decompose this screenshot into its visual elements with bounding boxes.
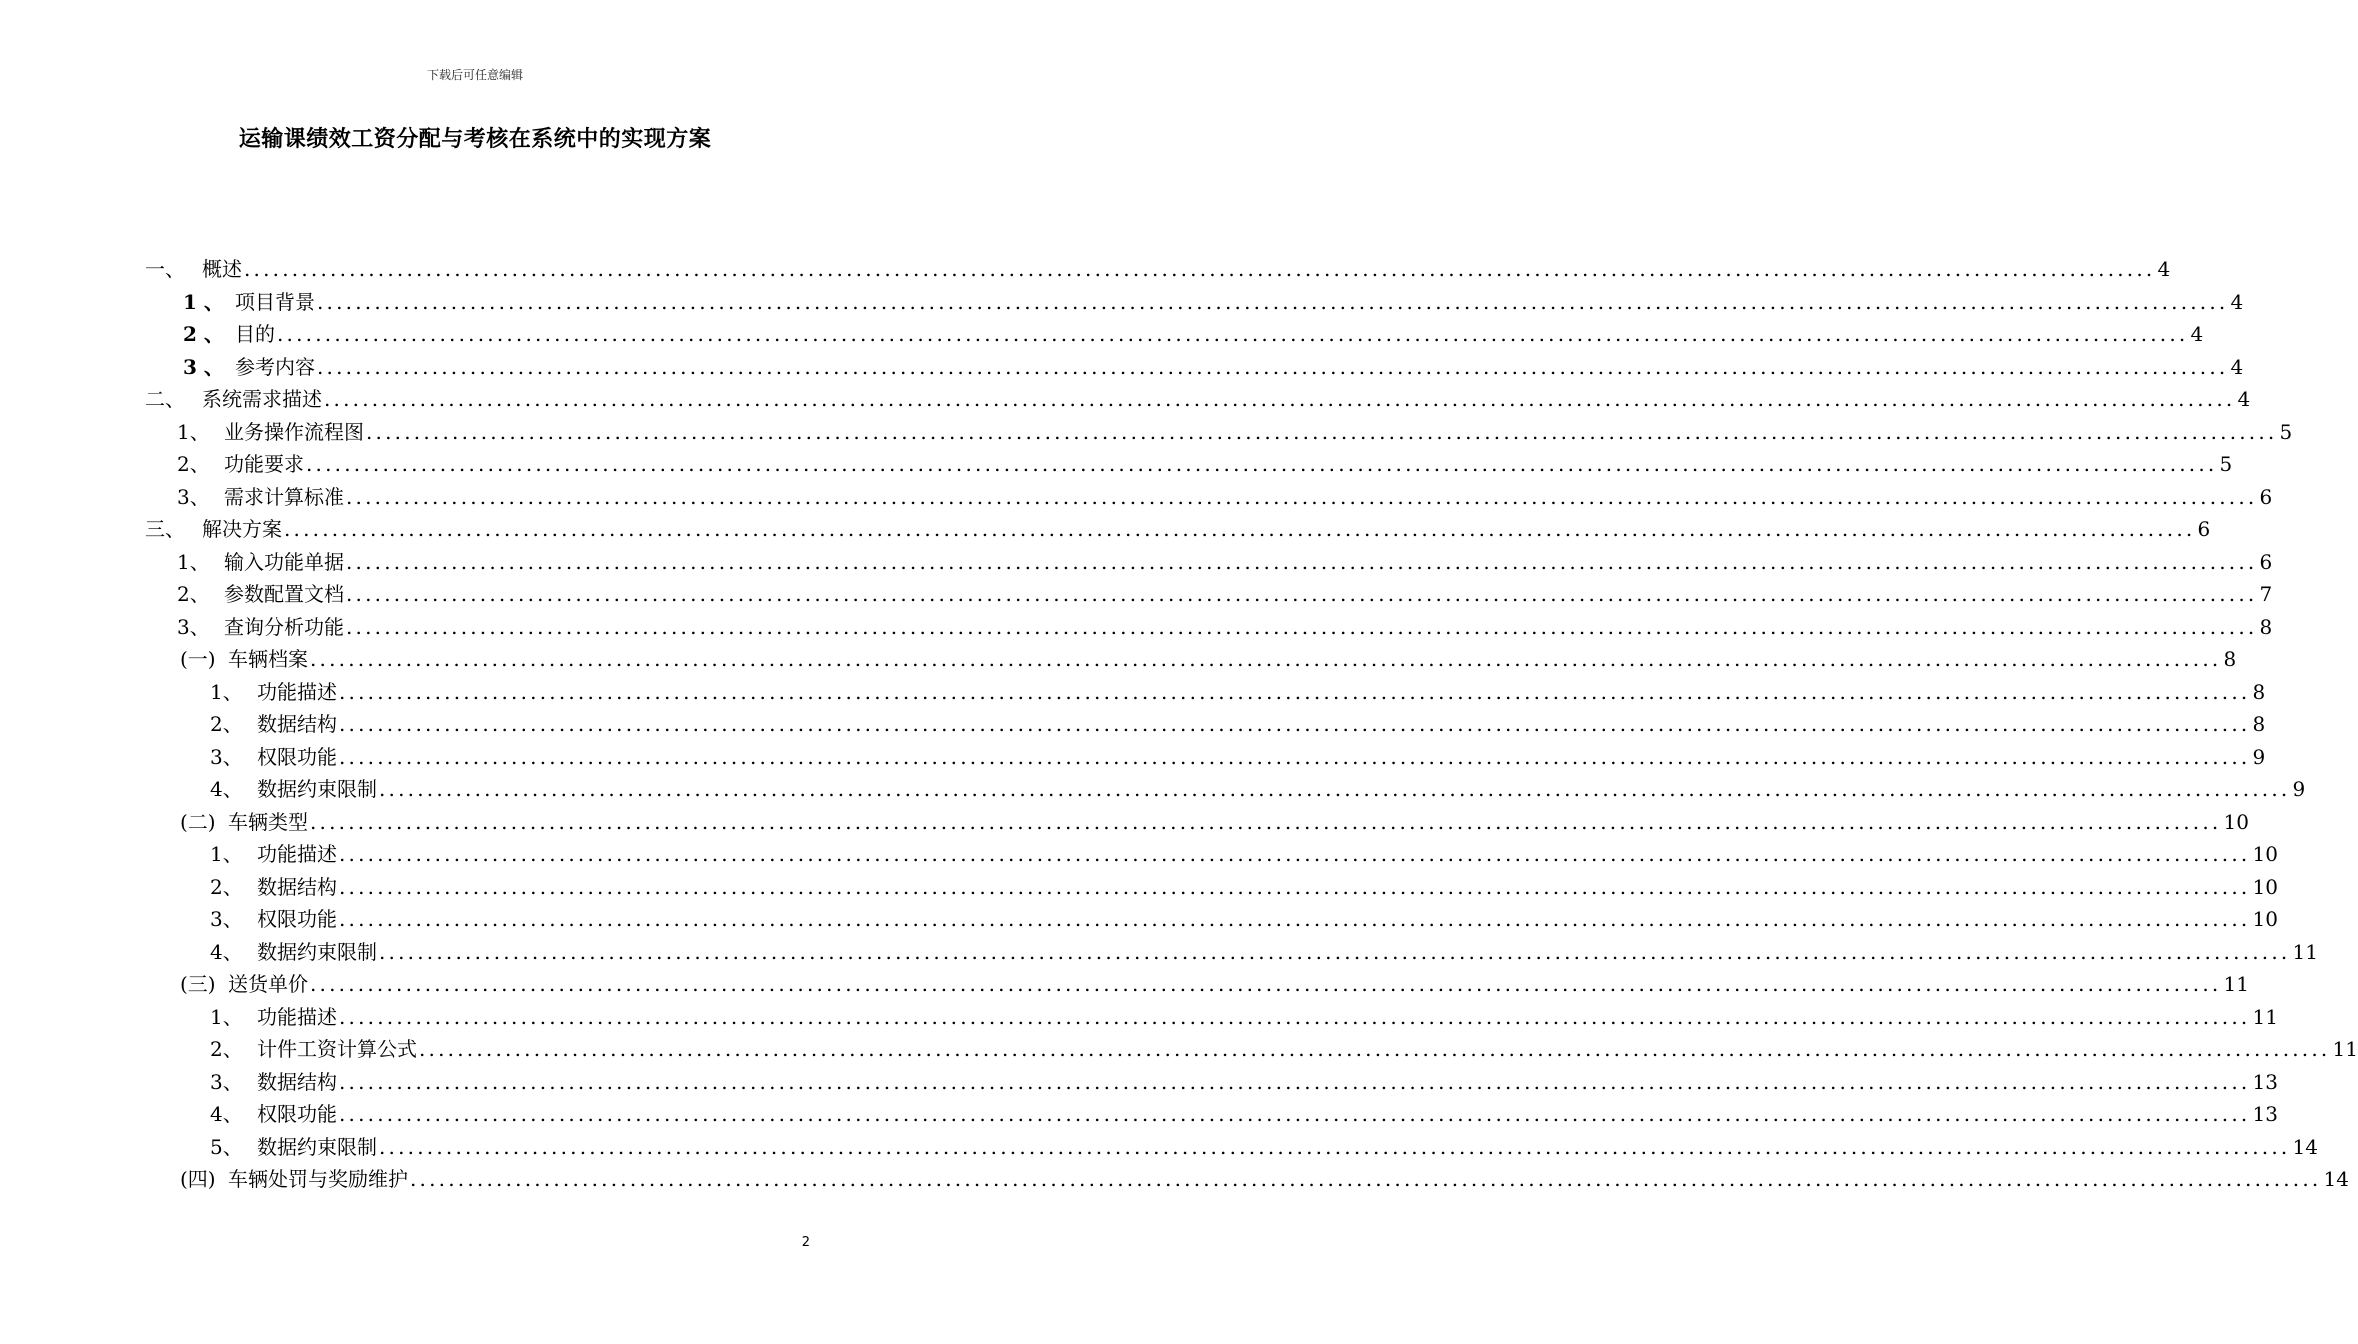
toc-leader-dots: ........................................................................................................................................................................................................ [346,582,2258,606]
toc-entry-number: (一) [180,647,216,671]
toc-entry[interactable] [210,676,2266,708]
toc-leader-dots: ........................................................................................................................................................................................................ [339,874,2251,899]
toc-entry[interactable] [210,1001,2278,1033]
toc-entry-number: 2、 [177,452,210,476]
toc-entry[interactable] [145,513,2211,545]
toc-entry-page: 4 [2190,322,2204,346]
toc-entry-title: 需求计算标准 [224,484,344,509]
toc-entry[interactable] [145,253,2171,285]
toc-entry-page: 10 [2223,809,2249,834]
toc-leader-dots: ........................................................................................................................................................................................................ [310,647,2222,671]
toc-entry-title: 功能描述 [257,679,337,704]
toc-entry[interactable] [180,643,2237,675]
toc-entry[interactable] [180,1163,2349,1195]
toc-entry-page: 6 [2197,517,2211,541]
toc-entry-number: 3、 [177,484,210,509]
toc-entry-title: 功能描述 [257,842,337,866]
toc-entry[interactable] [177,448,2233,480]
toc-entry[interactable] [210,838,2278,870]
toc-leader-dots: ........................................................................................................................................................................................................ [339,1004,2251,1029]
toc-leader-dots: ........................................................................................................................................................................................................ [339,842,2251,866]
toc-entry-number: 1、 [177,419,210,444]
toc-entry-page: 11 [2292,939,2318,964]
toc-entry-page: 4 [2230,354,2244,379]
toc-entry-title: 车辆类型 [228,809,308,834]
toc-entry-page: 5 [2279,419,2293,444]
toc-leader-dots: ........................................................................................................................................................................................................ [339,1102,2251,1126]
toc-entry[interactable] [210,1066,2278,1098]
toc-entry[interactable] [177,416,2293,448]
toc-leader-dots: ........................................................................................................................................................................................................ [346,614,2258,639]
toc-entry-page: 8 [2223,647,2237,671]
toc-entry[interactable] [177,481,2273,513]
toc-entry[interactable] [210,871,2278,903]
toc-entry-title: 车辆处罚与奖励维护 [228,1167,408,1191]
toc-leader-dots: ........................................................................................................................................................................................................ [379,939,2291,964]
toc-entry-title: 数据结构 [257,1069,337,1094]
toc-entry-number: 3 、 [183,354,224,379]
toc-leader-dots: ........................................................................................................................................................................................................ [339,712,2251,736]
toc-entry-title: 数据约束限制 [257,939,377,964]
toc-leader-dots: ........................................................................................................................................................................................................ [339,744,2251,769]
toc-leader-dots: ........................................................................................................................................................................................................ [339,907,2251,931]
toc-entry-number: 1、 [210,679,243,704]
page-number: 2 [801,1235,810,1250]
toc-entry-number: 2、 [210,712,243,736]
toc-entry[interactable] [177,611,2273,643]
toc-leader-dots: ........................................................................................................................................................................................................ [339,1069,2251,1094]
toc-entry-title: 项目背景 [235,289,315,314]
toc-entry[interactable] [183,286,2244,318]
toc-leader-dots: ........................................................................................................................................................................................................ [284,517,2196,541]
toc-entry-title: 权限功能 [257,744,337,769]
toc-entry-page: 14 [2292,1134,2318,1159]
toc-leader-dots: ........................................................................................................................................................................................................ [317,354,2229,379]
toc-entry-page: 11 [2223,972,2249,996]
toc-entry-page: 4 [2237,387,2251,411]
toc-leader-dots: ........................................................................................................................................................................................................ [379,1134,2291,1159]
toc-entry-number: 3、 [177,614,210,639]
toc-entry-title: 权限功能 [257,907,337,931]
toc-entry-page: 10 [2252,874,2278,899]
toc-entry[interactable] [177,578,2273,610]
toc-entry[interactable] [210,1098,2278,1130]
toc-entry-number: (三) [180,972,216,996]
toc-entry-page: 9 [2252,744,2266,769]
toc-entry-page: 7 [2259,582,2273,606]
toc-entry-page: 10 [2252,907,2278,931]
toc-entry-title: 送货单价 [228,972,308,996]
toc-entry-title: 数据结构 [257,874,337,899]
toc-leader-dots: ........................................................................................................................................................................................................ [277,322,2189,346]
toc-entry[interactable] [180,968,2249,1000]
toc-entry-title: 输入功能单据 [224,549,344,574]
toc-entry[interactable] [210,773,2306,805]
toc-entry[interactable] [210,936,2318,968]
toc-leader-dots: ........................................................................................................................................................................................................ [346,549,2258,574]
toc-entry-number: 1、 [210,842,243,866]
toc-entry[interactable] [177,546,2273,578]
toc-entry-page: 4 [2157,257,2171,281]
toc-entry-page: 11 [2252,1004,2278,1029]
toc-entry-number: 4、 [210,777,243,801]
toc-entry-number: 二、 [145,387,185,411]
toc-entry[interactable] [210,708,2266,740]
toc-entry-number: (四) [180,1167,216,1191]
toc-entry[interactable] [210,1131,2318,1163]
toc-leader-dots: ........................................................................................................................................................................................................ [379,777,2291,801]
toc-leader-dots: ........................................................................................................................................................................................................ [324,387,2236,411]
toc-leader-dots: ........................................................................................................................................................................................................ [419,1037,2331,1061]
toc-entry-number: 2、 [177,582,210,606]
toc-entry-page: 11 [2332,1037,2358,1061]
toc-entry-number: 4、 [210,939,243,964]
toc-entry-page: 4 [2230,289,2244,314]
toc-entry[interactable] [145,383,2251,415]
toc-leader-dots: ........................................................................................................................................................................................................ [366,419,2278,444]
toc-entry-title: 目的 [235,322,275,346]
toc-entry[interactable] [210,1033,2358,1065]
toc-entry[interactable] [210,741,2266,773]
toc-entry-number: (二) [180,809,216,834]
toc-entry[interactable] [180,806,2249,838]
toc-leader-dots: ........................................................................................................................................................................................................ [339,679,2251,704]
header-note: 下载后可任意编辑 [426,68,523,82]
toc-entry-number: 3、 [210,744,243,769]
toc-leader-dots: ........................................................................................................................................................................................................ [317,289,2229,314]
toc-entry-number: 4、 [210,1102,243,1126]
toc-entry-title: 数据约束限制 [257,1134,377,1159]
toc-entry-title: 查询分析功能 [224,614,344,639]
toc-entry[interactable] [183,351,2244,383]
toc-entry-title: 系统需求描述 [202,387,322,411]
toc-entry-title: 数据结构 [257,712,337,736]
toc-entry-number: 三、 [145,517,185,541]
toc-leader-dots: ........................................................................................................................................................................................................ [306,452,2218,476]
toc-entry-title: 功能要求 [224,452,304,476]
toc-entry-title: 权限功能 [257,1102,337,1126]
toc-entry-page: 8 [2259,614,2273,639]
toc-entry-number: 2 、 [183,322,224,346]
toc-entry-page: 6 [2259,484,2273,509]
toc-entry-number: 1、 [210,1004,243,1029]
toc-leader-dots: ........................................................................................................................................................................................................ [310,809,2222,834]
toc-leader-dots: ........................................................................................................................................................................................................ [346,484,2258,509]
toc-entry-title: 车辆档案 [228,647,308,671]
toc-entry-title: 数据约束限制 [257,777,377,801]
toc-entry-page: 9 [2292,777,2306,801]
toc-entry-number: 一、 [145,257,185,281]
toc-entry-title: 业务操作流程图 [224,419,364,444]
toc-entry-number: 1、 [177,549,210,574]
toc-entry-number: 2、 [210,1037,243,1061]
toc-entry-title: 参数配置文档 [224,582,344,606]
toc-entry-page: 13 [2252,1069,2278,1094]
document-title: 运输课绩效工资分配与考核在系统中的实现方案 [238,127,712,152]
toc-leader-dots: ........................................................................................................................................................................................................ [244,257,2156,281]
toc-entry-title: 解决方案 [202,517,282,541]
toc-entry-title: 参考内容 [235,354,315,379]
toc-entry-number: 3、 [210,907,243,931]
toc-entry-number: 2、 [210,874,243,899]
toc-leader-dots: ........................................................................................................................................................................................................ [310,972,2222,996]
toc-entry-title: 功能描述 [257,1004,337,1029]
toc-entry-page: 8 [2252,712,2266,736]
toc-entry-page: 13 [2252,1102,2278,1126]
toc-entry[interactable] [210,903,2278,935]
toc-entry-page: 5 [2219,452,2233,476]
toc-entry-title: 计件工资计算公式 [257,1037,417,1061]
toc-entry-page: 14 [2323,1167,2349,1191]
toc-leader-dots: ........................................................................................................................................................................................................ [410,1167,2322,1191]
toc-entry-number: 1 、 [183,289,224,314]
toc-entry-number: 5、 [210,1134,243,1159]
toc-entry-title: 概述 [202,257,242,281]
toc-entry-page: 10 [2252,842,2278,866]
toc-entry[interactable] [183,318,2204,350]
toc-entry-number: 3、 [210,1069,243,1094]
toc-entry-page: 8 [2252,679,2266,704]
toc-entry-page: 6 [2259,549,2273,574]
